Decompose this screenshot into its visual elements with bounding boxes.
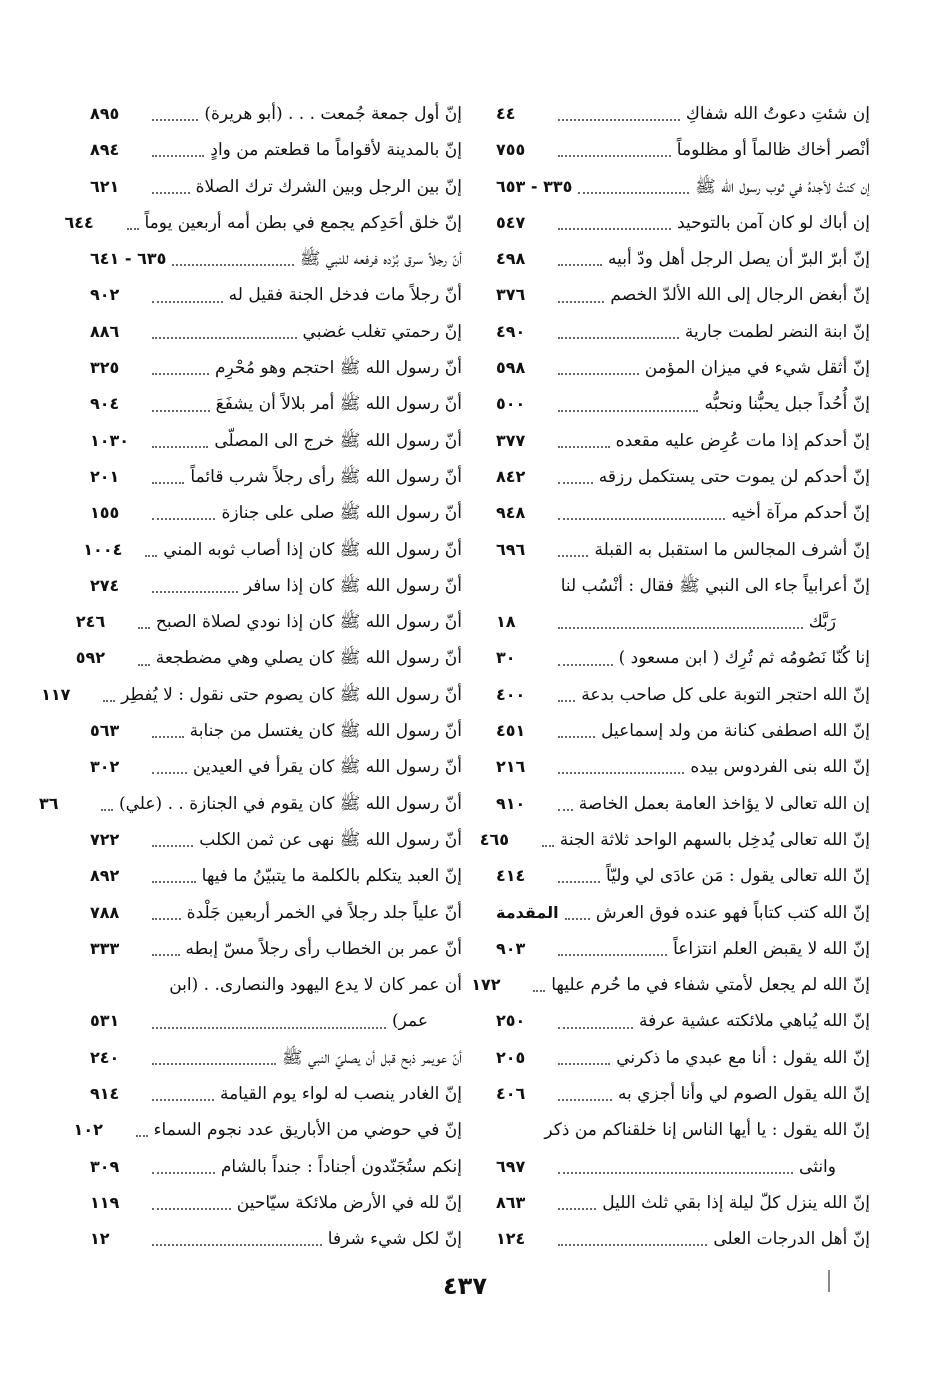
index-entry — [471, 967, 870, 1003]
entry-text: أنّ رسول الله ﷺ نهى عن ثمن الكلب — [199, 829, 462, 850]
entry-page-number: ٨٩٤ — [90, 140, 120, 160]
entry-text: أنّ رسول الله ﷺ كان إذا نودي لصلاة الصبح — [155, 612, 462, 633]
index-entry — [496, 277, 870, 313]
index-entry — [83, 532, 462, 568]
dot-leader — [172, 264, 293, 266]
index-entry — [90, 858, 462, 894]
entry-text: وانثى — [799, 1156, 836, 1177]
dot-leader — [558, 446, 610, 448]
index-entry — [90, 1149, 462, 1185]
entry-text: إنّ أبغض الرجال إلى الله الألدّ الخصم — [610, 285, 870, 306]
entry-page-number: ٣٦ — [38, 793, 59, 813]
entry-text: أنّ رسول الله ﷺ صلى على جنازة — [221, 503, 462, 524]
entry-page-number: ٥٣١ — [90, 1011, 120, 1031]
entry-text: إنّ أثقل شيء في ميزان المؤمن — [644, 358, 870, 379]
dot-leader — [558, 700, 575, 702]
entry-text: أنّ رجلاً مات فدخل الجنة فقيل له — [228, 285, 462, 306]
entry-page-number: ٦٤٤ — [64, 212, 94, 232]
entry-page-number: ٤٦٥ — [479, 829, 510, 849]
entry-text: إنّ الله يقول الصوم لي وأنا أجزي به — [617, 1084, 870, 1105]
entry-text: أنّ رسول الله ﷺ رأى رجلاً شرب قائماً — [190, 466, 462, 487]
entry-text: إنّ الله كتب كتاباً فهو عنده فوق العرش — [595, 902, 870, 923]
dot-leader — [542, 845, 554, 847]
dot-leader — [558, 373, 639, 375]
dot-leader — [152, 881, 196, 883]
entry-text: أنّ رسول الله ﷺ كان يقوم في الجنازة . . (علي) — [118, 793, 462, 814]
index-entry — [496, 532, 870, 568]
dot-leader — [558, 1063, 610, 1065]
dot-leader — [136, 1135, 148, 1137]
index-entry — [496, 459, 870, 495]
dot-leader — [152, 772, 187, 774]
dot-leader — [152, 155, 204, 157]
index-entry — [479, 822, 870, 858]
entry-text: أنّ رسول الله ﷺ كان يقرأ في العيدين — [192, 757, 462, 778]
entry-page-number: ٩١٠ — [496, 793, 526, 813]
entry-page-number: ٨٦٣ — [496, 1192, 526, 1212]
index-entry — [90, 132, 462, 168]
index-entry — [496, 96, 870, 132]
index-entry — [64, 205, 462, 241]
entry-text: إنّ أول جمعة جُمعت . . . (أبو هريرة) — [204, 104, 462, 124]
index-entry — [496, 350, 870, 386]
index-entry — [90, 386, 462, 422]
entry-text: إنّ الله احتجر التوبة على كل صاحب بدعة — [581, 684, 870, 705]
dot-leader — [533, 990, 545, 992]
left-index-column — [38, 96, 462, 1258]
dot-leader — [152, 1244, 322, 1246]
dot-leader — [152, 1099, 214, 1101]
index-entry — [90, 1076, 462, 1112]
dot-leader — [558, 881, 600, 883]
dot-leader — [558, 410, 698, 412]
dot-leader — [558, 772, 684, 774]
entry-text: إنّ الله يُباهي ملائكته عشية عرفة — [639, 1011, 870, 1032]
dot-leader — [558, 1244, 707, 1246]
entry-page-number: ٥٩٢ — [75, 648, 106, 668]
dot-leader — [558, 518, 725, 520]
index-entry — [496, 169, 870, 205]
index-entry — [496, 858, 870, 894]
entry-page-number: ١٧٢ — [471, 975, 501, 995]
dot-leader — [558, 1027, 633, 1029]
index-entry — [496, 1149, 870, 1185]
entry-page-number: ٦٢١ — [90, 176, 120, 196]
dot-leader — [558, 482, 593, 484]
entry-text: أنّ عويمر ذبح قبل أن يصليّ النبي ﷺ — [282, 1047, 462, 1068]
dot-leader — [558, 155, 671, 157]
entry-page-number: ٨٩٥ — [90, 104, 120, 123]
index-entry — [90, 895, 462, 931]
entry-page-number: ٣٧٧ — [496, 430, 526, 450]
entry-page-number: ٦٩٦ — [496, 539, 526, 559]
entry-page-number: ٣٢٥ — [90, 358, 120, 378]
index-entry — [496, 241, 870, 277]
entry-page-number: ٥٦٣ — [90, 721, 120, 741]
entry-text: إن الله تعالى لا يؤاخذ العامة بعمل الخاصة — [578, 793, 870, 814]
entry-page-number: ٤٩٠ — [496, 321, 526, 341]
entry-text: إن كنتُ لأجدهُ في ثوب رسول الله ﷺ — [695, 176, 870, 197]
index-entry — [496, 895, 870, 931]
index-entry — [90, 822, 462, 858]
dot-leader — [127, 228, 139, 230]
entry-text: إنّ بين الرجل وبين الشرك ترك الصلاة — [195, 176, 462, 197]
dot-leader — [152, 1063, 276, 1065]
entry-page-number: ١٠٠٤ — [83, 539, 123, 559]
index-entry — [75, 604, 462, 640]
entry-page-number: ١١٧ — [41, 684, 71, 704]
entry-text: إنّ أبرّ البرّ أن يصل الرجل أهل ودّ أبيه — [608, 249, 870, 270]
entry-page-number: ٩٠٤ — [90, 394, 120, 414]
entry-text: إنّ الله ينزل كلّ ليلة إذا بقي ثلث الليل — [602, 1192, 870, 1213]
entry-text: إنّ الله تعالى يقول : مَن عادَى لي وليّاً — [605, 866, 870, 887]
entry-text: إنّ الله يقول : أنا مع عبدي ما ذكرني — [616, 1047, 870, 1068]
entry-text: أنّ رسول الله ﷺ كان يصوم حتى نقول : لا يُفطِر — [121, 684, 462, 705]
index-entry — [496, 1003, 870, 1039]
dot-leader — [138, 627, 150, 629]
dot-leader — [565, 918, 590, 920]
dot-leader — [558, 809, 573, 811]
page-number: ٤٣٧ — [443, 1272, 487, 1300]
entry-page-number: ٣٧٦ — [496, 285, 526, 305]
entry-page-number: ١٢ — [90, 1229, 110, 1249]
index-entry — [90, 314, 462, 350]
entry-page-number: ٨٤٢ — [496, 466, 526, 486]
dot-leader — [578, 192, 689, 194]
entry-text: إنّ أحدكم لن يموت حتى يستكمل رزقه — [598, 466, 870, 487]
dot-leader — [152, 301, 223, 303]
index-entry — [90, 495, 462, 531]
index-entry — [496, 423, 870, 459]
dot-leader — [152, 918, 181, 920]
dot-leader — [558, 1208, 596, 1210]
entry-page-number: ١٠٢ — [73, 1120, 103, 1140]
index-entry — [496, 132, 870, 168]
entry-text: إنّ خلق أحَدِكم يجمع في بطن أمه أربعين يوماً — [144, 212, 462, 233]
index-entry — [496, 314, 870, 350]
entry-text: أنّ رسول الله ﷺ خرج الى المصلّى — [214, 430, 462, 451]
entry-text: أنّ عمر بن الخطاب رأى رجلاً مسّ إبطه — [185, 938, 462, 959]
entry-page-number: ١٢٤ — [496, 1229, 526, 1249]
dot-leader — [103, 700, 115, 702]
entry-page-number: ١١٩ — [90, 1192, 120, 1212]
entry-page-number: ١٠٣٠ — [90, 430, 130, 450]
entry-page-number: ٤٥١ — [496, 721, 526, 741]
dot-leader — [152, 446, 208, 448]
entry-text: إنّ العبد يتكلم بالكلمة ما يتبيّنُ ما فيها — [201, 866, 462, 887]
entry-page-number: ٢٠١ — [90, 466, 120, 486]
entry-text: أنّ رسول الله ﷺ كان إذا أصاب ثوبه المني — [163, 539, 462, 560]
entry-page-number: ٩٠٣ — [496, 938, 526, 958]
dot-leader — [152, 119, 198, 121]
index-entry — [90, 277, 462, 313]
entry-text: عمر) — [392, 1011, 428, 1032]
index-entry — [90, 169, 462, 205]
entry-page-number: ٥٩٨ — [496, 358, 526, 378]
index-entry — [496, 677, 870, 713]
index-entry — [90, 749, 462, 785]
entry-text: إنّ بالمدينة لأقواماً ما قطعتم من وادٍ — [210, 140, 462, 161]
entry-page-number: ٦٩٧ — [496, 1156, 526, 1176]
entry-text: إنّ رحمتي تغلب غضبي — [302, 321, 462, 342]
entry-page-number: ٤١٤ — [496, 866, 526, 886]
entry-page-number: ٤٠٦ — [496, 1084, 526, 1104]
index-entry — [90, 1040, 462, 1076]
entry-text: إنّ الله اصطفى كنانة من ولد إسماعيل — [601, 721, 870, 742]
entry-page-number: ٢٧٤ — [90, 575, 120, 595]
entry-page-number: ٨٩٢ — [90, 866, 120, 886]
dot-leader — [152, 518, 215, 520]
dot-leader — [558, 301, 604, 303]
entry-text: إنّ ابنة النضر لطمت جارية — [684, 321, 870, 342]
index-entry — [496, 931, 870, 967]
entry-page-number: ٣٣٣ — [90, 938, 120, 958]
entry-page-number: ٩٤٨ — [496, 503, 526, 523]
dot-leader — [101, 809, 113, 811]
index-entry — [90, 459, 462, 495]
entry-text: إنّ أحدكم مرآة أخيه — [731, 503, 870, 524]
dot-leader — [558, 264, 602, 266]
dot-leader — [152, 482, 184, 484]
entry-page-number: ٢٠٥ — [496, 1047, 526, 1067]
entry-page-number: ٤٩٨ — [496, 249, 526, 269]
entry-page-number: ٩٠٢ — [90, 285, 120, 305]
index-entry — [90, 241, 462, 277]
entry-page-number: ٣٣٥ - ٦٥٣ — [496, 176, 573, 196]
entry-text: إنّ الله بنى الفردوس بيده — [690, 757, 870, 778]
entry-page-number: ٨٨٦ — [90, 321, 120, 341]
entry-page-number: ٧٨٨ — [90, 902, 120, 922]
index-entry — [496, 495, 870, 531]
entry-text: إنّ أهل الدرجات العلى — [713, 1229, 870, 1250]
entry-page-number: ٩١٤ — [90, 1084, 120, 1104]
index-entry — [90, 931, 462, 967]
entry-text: إنّ لله في الأرض ملائكة سيّاحين — [236, 1192, 462, 1213]
dot-leader — [558, 736, 595, 738]
entry-text: أنّ رجلاً سرق بُرْده فرفعه للنبي ﷺ — [299, 249, 462, 270]
entry-text: إنّ الله لا يقبض العلم انتزاعاً — [673, 938, 870, 959]
dot-leader — [152, 845, 193, 847]
index-entry — [90, 350, 462, 386]
dot-leader — [558, 119, 680, 121]
dot-leader — [558, 627, 803, 629]
entry-text: رَبَّك — [808, 612, 836, 633]
dot-leader — [152, 1208, 231, 1210]
entry-text: إنّ الله تعالى يُدخِل بالسهم الواحد ثلاثة الجنة — [559, 829, 870, 850]
index-entry — [496, 1040, 870, 1076]
entry-page-number: ٥٠٠ — [496, 394, 526, 414]
dot-leader — [558, 1099, 612, 1101]
entry-text: إن شئتِ دعوتُ الله شفاكِ — [685, 104, 870, 124]
entry-page-number: المقدمة — [496, 902, 559, 922]
index-entry — [496, 640, 870, 676]
entry-text: أنّ رسول الله ﷺ أمر بلالاً أن يشفَعَ — [215, 394, 462, 415]
dot-leader — [558, 228, 671, 230]
index-entry — [90, 423, 462, 459]
entry-page-number: ٧٢٢ — [90, 829, 120, 849]
dot-leader — [145, 555, 157, 557]
dot-leader — [152, 1027, 386, 1029]
dot-leader — [152, 954, 180, 956]
index-entry — [73, 1112, 462, 1148]
dot-leader — [152, 410, 210, 412]
index-entry — [496, 386, 870, 422]
entry-page-number: ٣٠ — [496, 648, 516, 668]
index-entry — [75, 640, 462, 676]
entry-page-number: ٤٤ — [496, 104, 516, 123]
dot-leader — [558, 337, 679, 339]
entry-text: إنا كُنّا نَصُومُه ثم تُرِك ( ابن مسعود ) — [618, 648, 870, 669]
dot-leader — [558, 1172, 793, 1174]
dot-leader — [152, 373, 209, 375]
index-entry — [90, 568, 462, 604]
entry-page-number: ٥٤٧ — [496, 212, 526, 232]
entry-page-number: ٢٤٦ — [75, 612, 106, 632]
entry-page-number: ٣٠٢ — [90, 757, 120, 777]
index-entry — [496, 205, 870, 241]
index-entry — [90, 96, 462, 132]
index-entry — [90, 967, 462, 1003]
entry-page-number: ٢١٦ — [496, 757, 526, 777]
index-entry — [41, 677, 462, 713]
entry-page-number: ٣٠٩ — [90, 1156, 120, 1176]
entry-text: أنّ علياً جلد رجلاً في الخمر أربعين جَلْدة — [186, 902, 462, 923]
index-entry — [38, 786, 462, 822]
entry-page-number: ٧٥٥ — [496, 140, 526, 160]
entry-text: إنّ أشرف المجالس ما استقبل به القبلة — [594, 539, 870, 560]
entry-text: إنّ لكل شيء شرفا — [327, 1229, 462, 1250]
entry-text: إن أباك لو كان آمن بالتوحيد — [677, 212, 870, 233]
index-entry — [90, 713, 462, 749]
index-entry — [90, 1003, 462, 1039]
entry-text: إنكم ستُجَنّدون أجناداً : جنداً بالشام — [220, 1156, 462, 1177]
index-entry — [496, 1221, 870, 1257]
entry-text: إنّ الله لم يجعل لأمتي شفاء في ما حُرم عليها — [551, 975, 870, 996]
index-entry — [496, 1076, 870, 1112]
dot-leader — [558, 664, 613, 666]
entry-text: أنّ رسول الله ﷺ احتجم وهو مُحْرِم — [215, 358, 462, 379]
entry-text: أنّ رسول الله ﷺ كان يغتسل من جنابة — [189, 721, 462, 742]
entry-text: أنّ رسول الله ﷺ كان يصلي وهي مضطجعة — [155, 648, 462, 669]
entry-text: إنّ أحدكم إذا مات عُرِض عليه مقعده — [615, 430, 870, 451]
index-entry — [496, 604, 870, 640]
dot-leader — [152, 591, 238, 593]
dot-leader — [152, 736, 184, 738]
index-entry — [496, 1112, 870, 1148]
dot-leader — [152, 1172, 215, 1174]
dot-leader — [138, 664, 150, 666]
index-entry — [496, 749, 870, 785]
dot-leader — [152, 192, 190, 194]
right-index-column — [471, 96, 870, 1258]
entry-text: إنّ الغادر ينصب له لواء يوم القيامة — [219, 1084, 462, 1105]
index-entry — [90, 1221, 462, 1257]
entry-page-number: ٢٤٠ — [90, 1047, 120, 1067]
entry-text: إنّ أعرابياً جاء الى النبي ﷺ فقال : أنْسُب لنا — [560, 575, 870, 596]
dot-leader — [152, 337, 297, 339]
dot-leader — [558, 555, 588, 557]
entry-text: إنّ أُحُداً جبل يحبُّنا ونحبُّه — [704, 394, 870, 415]
entry-page-number: ٢٥٠ — [496, 1011, 526, 1031]
index-entry — [90, 1185, 462, 1221]
entry-text: أنّ رسول الله ﷺ كان إذا سافر — [243, 575, 462, 596]
entry-text: إنّ في حوضي من الأباريق عدد نجوم السماء — [153, 1120, 462, 1141]
dot-leader — [558, 954, 667, 956]
entry-page-number: ١٨ — [496, 612, 516, 632]
entry-page-number: ١٥٥ — [90, 503, 120, 523]
entry-text: أن عمر كان لا يدع اليهود والنصارى. . (ابن — [169, 975, 462, 996]
entry-text: أنْصر أخاك ظالماً أو مظلوماً — [676, 140, 870, 161]
index-entry — [496, 786, 870, 822]
entry-text: إنّ الله يقول : يا أيها الناس إنا خلقناكم من ذكر — [544, 1120, 870, 1141]
entry-page-number: ٦٣٥ - ٦٤١ — [90, 249, 167, 269]
index-entry — [496, 1185, 870, 1221]
index-entry — [496, 568, 870, 604]
entry-page-number: ٤٠٠ — [496, 684, 526, 704]
index-entry — [496, 713, 870, 749]
